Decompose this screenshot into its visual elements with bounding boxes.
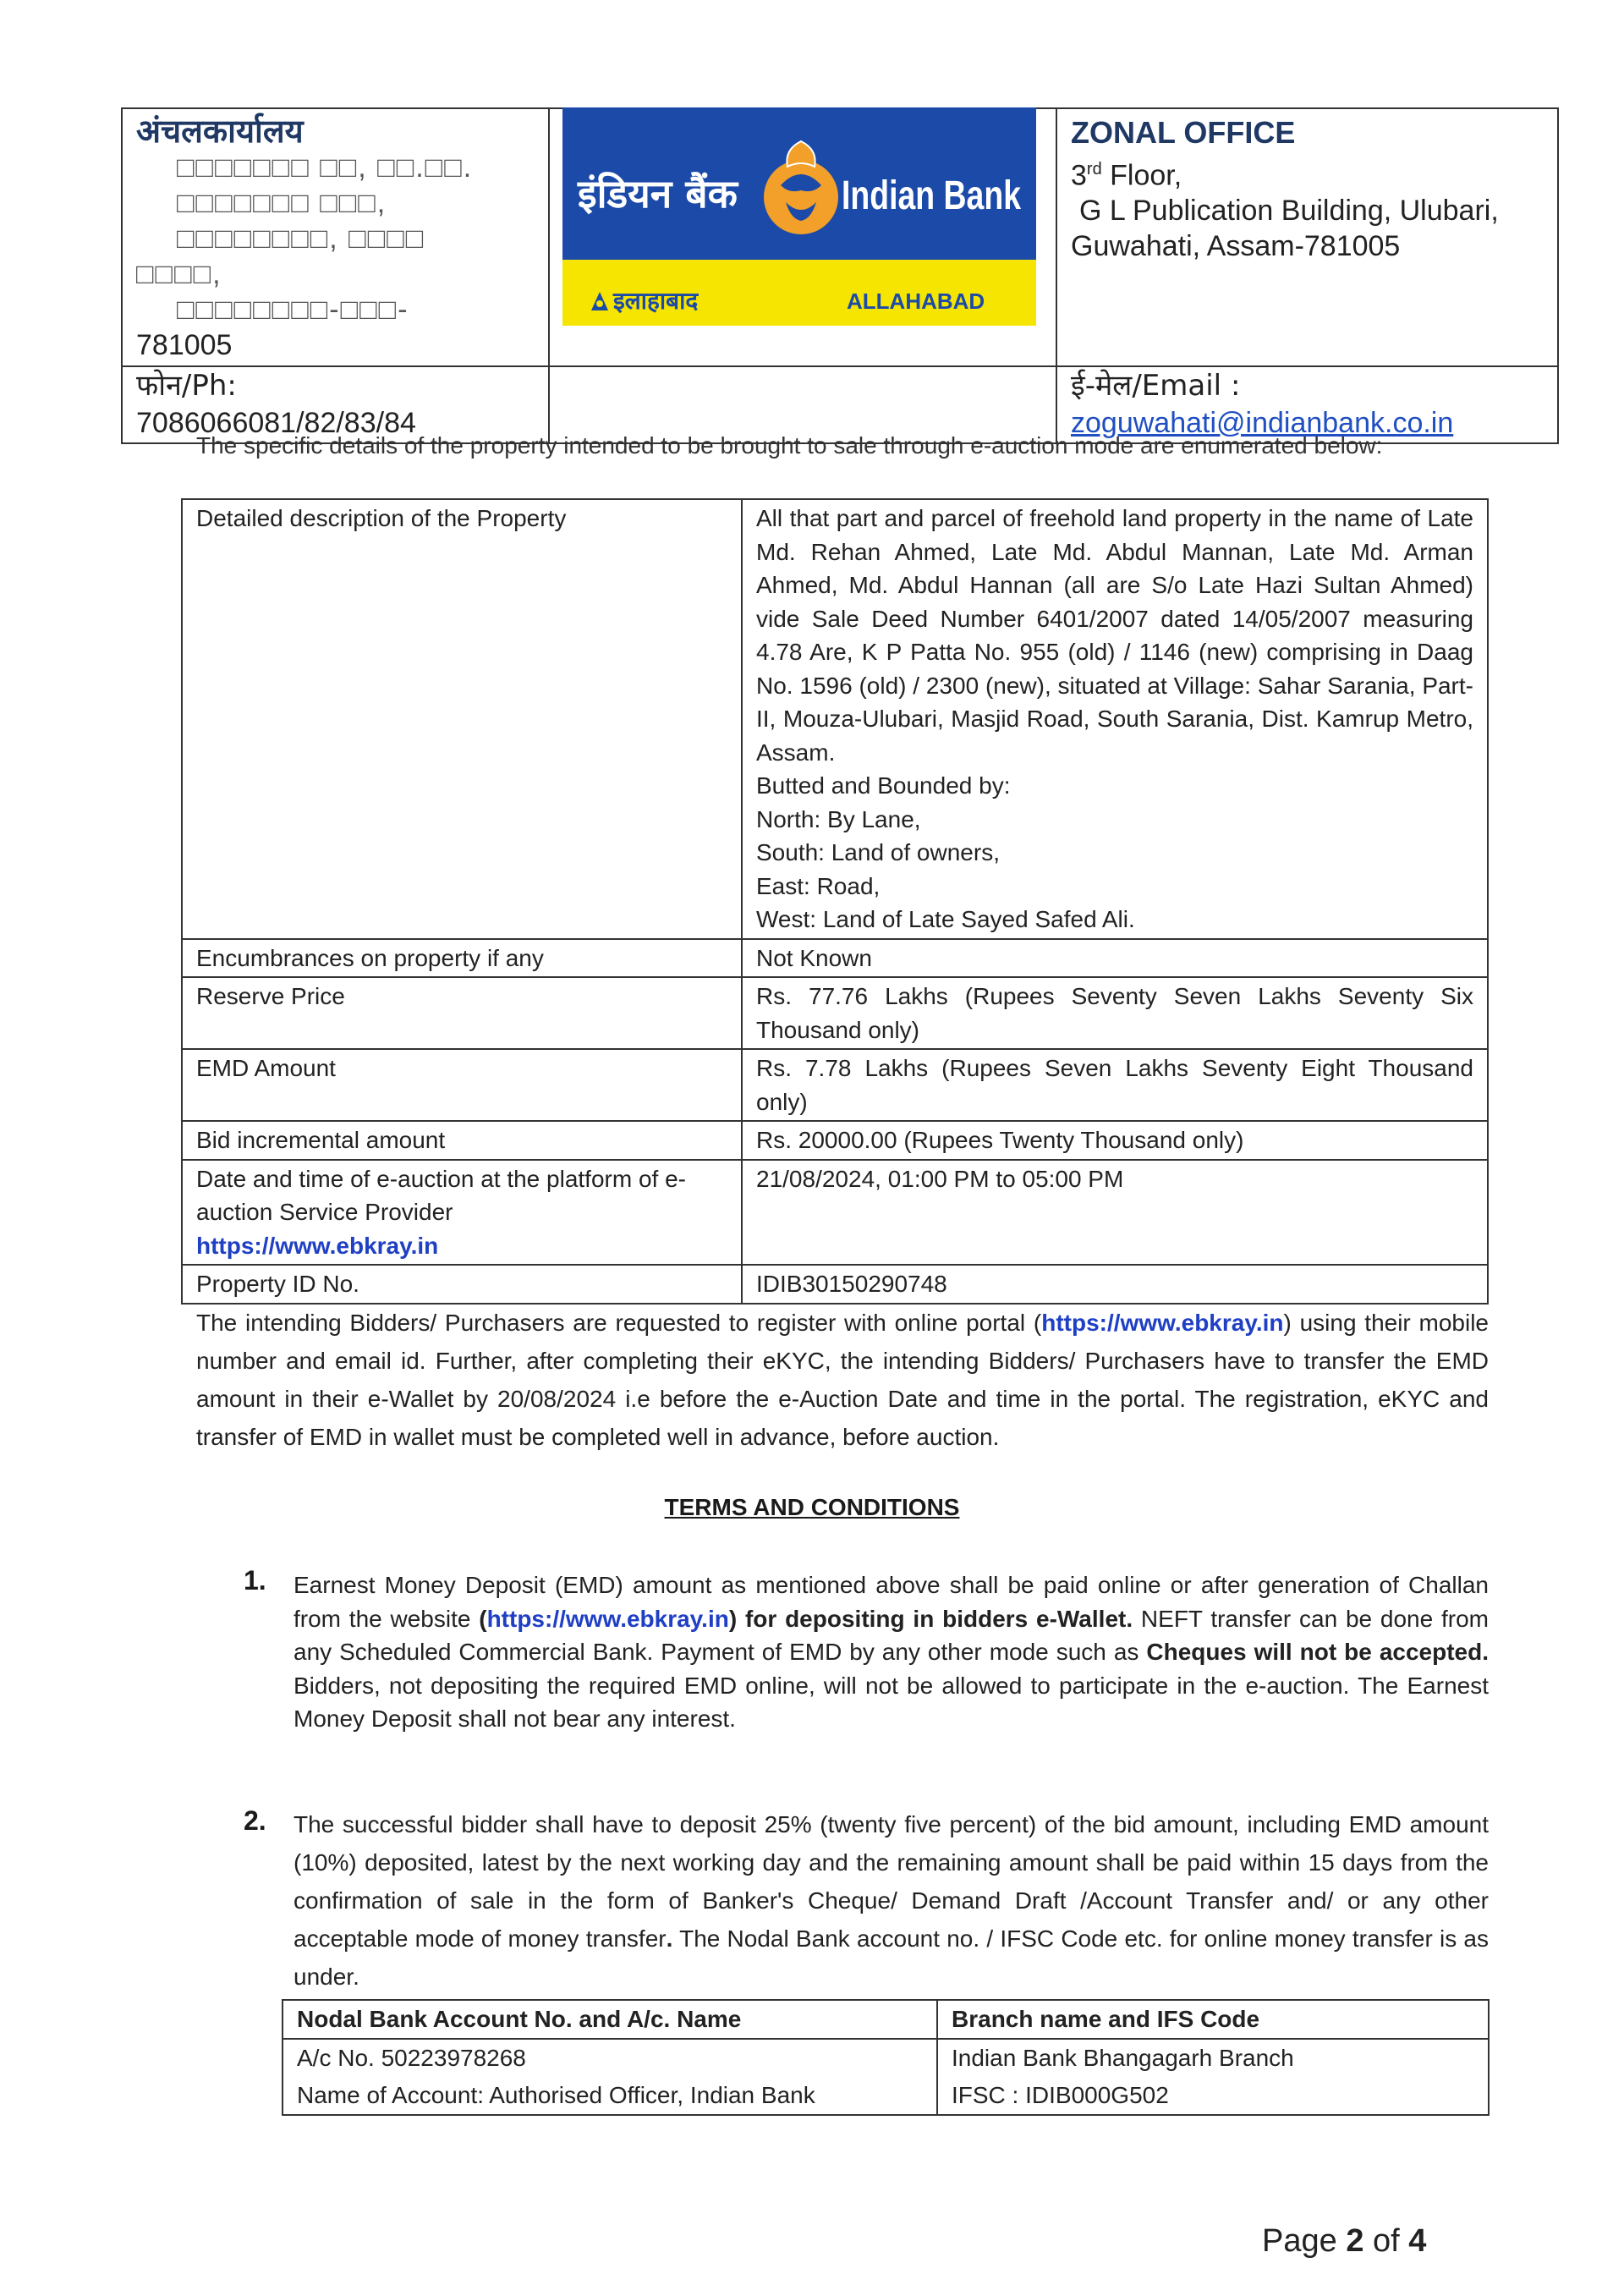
- boundary-line: Butted and Bounded by:: [756, 772, 1011, 799]
- emd-label: EMD Amount: [182, 1049, 742, 1121]
- term-link[interactable]: https://www.ebkray.in: [486, 1605, 729, 1632]
- hindi-address-block: [123, 109, 548, 365]
- boundary-line: North: By Lane,: [756, 805, 921, 832]
- page-number: [1262, 2223, 1426, 2260]
- logo-english-name: Indian Bank: [842, 173, 1022, 218]
- hindi-address-line: □□□□□□□ □□□,: [177, 187, 387, 219]
- of-word: of: [1373, 2223, 1400, 2259]
- table-row: [182, 1049, 1488, 1121]
- address-line-1: G L Publication Building, Ulubari,: [1079, 195, 1499, 228]
- registration-paragraph: [196, 1304, 1489, 1456]
- auction-datetime-value: 21/08/2024, 01:00 PM to 05:00 PM: [742, 1160, 1488, 1266]
- nodal-bank-table: [282, 1999, 1490, 2116]
- nodal-account-cell: [283, 2039, 937, 2115]
- auction-datetime-label-text: Date and time of e-auction at the platform of e-auction Service Provider: [196, 1165, 686, 1225]
- table-row: [182, 499, 1488, 939]
- phone-number: 7086066081/82/83/84: [136, 407, 416, 439]
- table-header-row: [283, 2000, 1489, 2039]
- indian-bank-logo: [562, 107, 1036, 326]
- boundary-line: South: Land of owners,: [756, 839, 1000, 865]
- hindi-office-title: अंचलकार्यालय: [136, 113, 304, 150]
- term-text: Earnest Money Deposit (EMD) amount as mentioned above shall be paid online or after generation of Challan from the website: [294, 1572, 1489, 1632]
- floor-superscript: rd: [1086, 160, 1102, 179]
- email-link[interactable]: zoguwahati@indianbank.co.in: [1071, 407, 1454, 439]
- term-text: The Nodal Bank account no. / IFSC Code etc. for online money transfer is as under.: [294, 1925, 1489, 1990]
- logo-hindi-allahabad: इलाहाबाद: [613, 287, 699, 315]
- encumbrances-label: Encumbrances on property if any: [182, 939, 742, 978]
- email-label: ई-मेल/Email :: [1071, 369, 1241, 403]
- table-row: [182, 939, 1488, 978]
- hindi-address-line: □□□□□□□ □□, □□.□□.: [177, 151, 474, 184]
- indian-bank-logo-graphic: [562, 107, 1036, 326]
- floor-number: 3: [1071, 159, 1087, 192]
- address-line-2: Guwahati, Assam-781005: [1071, 230, 1401, 263]
- boundary-line: West: Land of Late Sayed Safed Ali.: [756, 906, 1135, 932]
- term-number: 2.: [244, 1805, 266, 1836]
- account-number: A/c No. 50223978268: [297, 2045, 526, 2071]
- registration-text: ) using their mobile number and email id. Further, after completing their eKYC, the intending Bidders/ Purchasers have to transfer the EMD amount in their e-Wallet by 20/08/2024 i.e before the e-Auction Date and time in the portal. The registration, eKYC and transfer of EMD in wallet must be completed well in advance, before auction.: [196, 1310, 1489, 1450]
- header-divider: [548, 109, 550, 442]
- registration-text: The intending Bidders/ Purchasers are requested to register with online portal (: [196, 1310, 1042, 1336]
- term-number: 1.: [244, 1565, 266, 1596]
- term-text-bold: (: [479, 1605, 487, 1632]
- property-details-table: [181, 498, 1489, 1305]
- table-row: [283, 2039, 1489, 2115]
- reserve-price-label: Reserve Price: [182, 977, 742, 1049]
- phone-label: फोन/Ph:: [136, 369, 237, 403]
- desc-label: Detailed description of the Property: [182, 499, 742, 939]
- reserve-price-value: Rs. 77.76 Lakhs (Rupees Seventy Seven Lakhs Seventy Six Thousand only): [742, 977, 1488, 1049]
- intro-text: The specific details of the property intended to be brought to sale through e-auction mode are enumerated below:: [196, 432, 1383, 459]
- term-2-text: [294, 1805, 1489, 1996]
- nodal-header-branch: Branch name and IFS Code: [937, 2000, 1489, 2039]
- floor-text: Floor,: [1101, 159, 1182, 192]
- term-text-bold: .: [666, 1925, 673, 1952]
- encumbrances-value: Not Known: [742, 939, 1488, 978]
- term-1-text: [294, 1568, 1489, 1736]
- nodal-header-account: Nodal Bank Account No. and A/c. Name: [283, 2000, 937, 2039]
- term-text: The successful bidder shall have to deposit 25% (twenty five percent) of the bid amount, including EMD amount (10%) deposited, latest by the next working day and the remaining amount shall be paid within 15 days from the confirmation of sale in the form of Banker's Cheque/ Demand Draft /Account Transfer and/ or any other acceptable mode of money transfer: [294, 1811, 1489, 1952]
- term-text: NEFT transfer can be done from any Scheduled Commercial Bank. Payment of EMD by any other mode such as: [294, 1605, 1489, 1665]
- ifsc-code: IFSC : IDIB000G502: [952, 2082, 1169, 2108]
- table-row: [182, 977, 1488, 1049]
- property-id-value: IDIB30150290748: [742, 1265, 1488, 1304]
- hindi-address-line: □□□□,: [136, 258, 222, 290]
- pincode: 781005: [136, 329, 233, 361]
- auction-datetime-label: [182, 1160, 742, 1266]
- bid-increment-value: Rs. 20000.00 (Rupees Twenty Thousand only): [742, 1121, 1488, 1160]
- ebkray-link[interactable]: https://www.ebkray.in: [196, 1232, 439, 1259]
- nodal-branch-cell: [937, 2039, 1489, 2115]
- table-row: [182, 1121, 1488, 1160]
- total-pages: 4: [1408, 2223, 1427, 2259]
- term-text-bold: ) for depositing in bidders e-Wallet.: [728, 1605, 1133, 1632]
- zonal-office-title: ZONAL OFFICE: [1071, 115, 1296, 150]
- current-page: 2: [1346, 2223, 1364, 2259]
- account-name: Name of Account: Authorised Officer, Indian Bank: [297, 2082, 815, 2108]
- hindi-address-line: □□□□□□□□, □□□□: [177, 222, 425, 255]
- emd-value: Rs. 7.78 Lakhs (Rupees Seven Lakhs Seventy Eight Thousand only): [742, 1049, 1488, 1121]
- logo-english-allahabad: ALLAHABAD: [847, 288, 985, 314]
- floor-line: [1071, 151, 1561, 193]
- branch-name: Indian Bank Bhangagarh Branch: [952, 2045, 1294, 2071]
- logo-hindi-name: इंडियन बैंक: [578, 171, 738, 217]
- term-text: Bidders, not depositing the required EMD online, will not be allowed to participate in the e-auction. The Earnest Money Deposit shall not bear any interest.: [294, 1672, 1489, 1732]
- desc-text: All that part and parcel of freehold land property in the name of Late Md. Rehan Ahmed, Late Md. Abdul Mannan, Late Md. Arman Ahmed, Md. Abdul Hannan (all are S/o Late Hazi Sultan Ahmed) vide Sale Deed Number 6401/2007 dated 14/05/2007 measuring 4.78 Are, K P Patta No. 955 (old) / 1146 (new) comprising in Daag No. 1596 (old) / 2300 (new), situated at Village: Sahar Sarania, Part-II, Mouza-Ulubari, Masjid Road, South Sarania, Dist. Kamrup Metro, Assam.: [756, 505, 1473, 766]
- desc-value: [742, 499, 1488, 939]
- zonal-office-block: [1057, 109, 1561, 365]
- registration-link[interactable]: https://www.ebkray.in: [1041, 1310, 1284, 1336]
- boundary-line: East: Road,: [756, 872, 881, 899]
- table-row: [182, 1160, 1488, 1266]
- term-text-bold: Cheques will not be accepted.: [1146, 1639, 1489, 1665]
- page-word: Page: [1262, 2223, 1337, 2259]
- property-id-label: Property ID No.: [182, 1265, 742, 1304]
- hindi-address-line: □□□□□□□□-□□□-: [177, 294, 409, 326]
- terms-title: TERMS AND CONDITIONS: [664, 1494, 960, 1520]
- bid-increment-label: Bid incremental amount: [182, 1121, 742, 1160]
- table-row: [182, 1265, 1488, 1304]
